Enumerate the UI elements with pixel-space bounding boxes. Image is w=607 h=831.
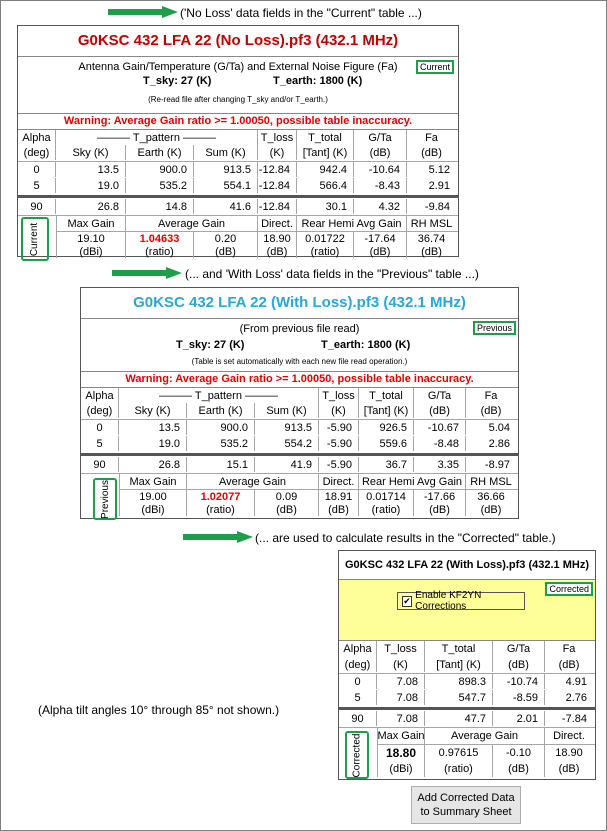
cell: -5.90 [319, 436, 359, 451]
avg-gain-ratio: 1.02077 [187, 490, 255, 503]
unit: (deg) [81, 403, 119, 418]
sum-head: Average Gain [425, 728, 545, 744]
button-label-line1: Add Corrected Data [417, 792, 515, 804]
cell: 90 [81, 457, 119, 472]
table-row-90 [339, 711, 595, 726]
col-t-loss: T_loss [377, 641, 425, 657]
table-row [18, 162, 458, 177]
corrected-title: G0KSC 432 LFA 22 (With Loss).pf3 (432.1 MHz) [339, 551, 595, 580]
cell: -8.97 [484, 458, 510, 471]
unit: Sky (K) [119, 403, 187, 418]
cell: 5.12 [428, 163, 450, 176]
cell: 926.5 [359, 420, 414, 435]
unit: (deg) [339, 657, 377, 672]
cell: -10.64 [354, 162, 407, 177]
cell: -10.74 [493, 674, 545, 689]
unit: (dB) [493, 761, 545, 777]
col-t-pattern: ——— T_pattern ——— [119, 388, 319, 403]
table-row [81, 420, 518, 435]
table-row [339, 674, 595, 689]
unit-alpha: (deg) [18, 145, 56, 160]
cell: 15.1 [187, 457, 255, 472]
cell: 14.8 [126, 199, 194, 214]
unit: (ratio) [187, 503, 255, 516]
current-badge: Current [416, 60, 454, 74]
col-t-loss: T_loss [319, 388, 359, 403]
col-t-total: T_total [359, 388, 414, 403]
cell: 913.5 [255, 420, 319, 435]
cell: 4.91 [565, 675, 587, 688]
rh-msl: 36.74 [417, 232, 446, 245]
cell: -7.84 [561, 712, 587, 725]
sum-head: Max Gain [119, 474, 187, 489]
table-row [81, 436, 518, 451]
arrow-right-icon [183, 531, 253, 543]
unit: (dB) [480, 503, 502, 516]
cell: 5.04 [488, 421, 510, 434]
unit: (dB) [354, 245, 407, 258]
rear-hemi-db: -17.64 [354, 232, 407, 245]
checkmark-icon[interactable]: ✔ [403, 595, 411, 606]
rear-hemi-ratio: 0.01714 [359, 490, 414, 503]
col-t-total: T_total [425, 641, 493, 657]
col-fa: Fa [484, 389, 498, 402]
col-g-ta: G/Ta [493, 641, 545, 657]
cell: 36.7 [359, 457, 414, 472]
current-note: (Re-read file after changing T_sky and/or T_earth.) [148, 95, 328, 104]
max-gain-value: 19.00 [119, 490, 187, 503]
cell: 0 [339, 674, 377, 689]
avg-gain-ratio: 1.04633 [126, 232, 194, 245]
cell: 559.6 [359, 436, 414, 451]
sum-head: Direct. [319, 474, 359, 489]
rh-msl: 36.66 [477, 490, 505, 503]
cell: 0 [81, 420, 119, 435]
previous-tsky: T_sky: 27 (K) [176, 339, 245, 351]
cell: 900.0 [126, 162, 194, 177]
unit: (ratio) [126, 245, 194, 258]
col-fa: Fa [425, 131, 438, 144]
cell: 900.0 [187, 420, 255, 435]
side-label: Corrected [351, 733, 363, 777]
unit-sky: Sky (K) [56, 145, 126, 160]
max-gain-value: 18.80 [377, 745, 425, 761]
sum-head: Max Gain [377, 730, 425, 742]
caption-previous: (... and 'With Loss' data fields in the "Previous" table ...) [185, 267, 479, 281]
unit: (dB) [421, 245, 442, 258]
col-alpha: Alpha [339, 641, 377, 657]
col-g-ta: G/Ta [354, 130, 407, 145]
directivity: 18.90 [555, 747, 583, 759]
sum-head: RH MSL [410, 217, 453, 230]
corrected-badge: Corrected [545, 582, 593, 596]
cell: 4.32 [354, 199, 407, 214]
corrected-table [338, 550, 596, 780]
rear-hemi-ratio: 0.01722 [297, 232, 354, 245]
kf2yn-checkbox[interactable] [397, 592, 525, 610]
previous-table [80, 287, 519, 519]
unit: Sum (K) [255, 403, 319, 418]
previous-badge: Previous [473, 321, 516, 335]
unit-earth: Earth (K) [126, 145, 194, 160]
unit: [Tant] (K) [359, 403, 414, 418]
unit: (dB) [319, 503, 359, 516]
sum-head: Max Gain [56, 216, 126, 231]
cell: 19.0 [119, 436, 187, 451]
unit-fa: (dB) [421, 146, 442, 159]
current-title: G0KSC 432 LFA 22 (No Loss).pf3 (432.1 MHz) [18, 26, 458, 57]
unit: (dB) [558, 763, 580, 775]
sum-head: Direct. [553, 730, 585, 742]
avg-gain-db: -0.10 [493, 745, 545, 761]
sum-head: Average Gain [187, 474, 319, 489]
cell: 535.2 [126, 178, 194, 193]
cell: 566.4 [297, 178, 354, 193]
unit: (dB) [258, 245, 297, 258]
unit-g-ta: (dB) [354, 145, 407, 160]
directivity: 18.90 [258, 232, 297, 245]
previous-note: (Table is set automatically with each new file read operation.) [191, 357, 408, 366]
unit: (K) [319, 403, 359, 418]
current-subtitle: Antenna Gain/Temperature (G/Ta) and External Noise Figure (Fa) [78, 61, 398, 73]
cell: 547.7 [425, 690, 493, 705]
table-row [339, 690, 595, 705]
checkbox-label: Enable KF2YN Corrections [415, 590, 482, 612]
cell: 554.2 [255, 436, 319, 451]
unit: (dB) [255, 503, 319, 516]
cell: -5.90 [319, 420, 359, 435]
cell: 41.6 [194, 199, 258, 214]
arrow-right-icon [112, 267, 182, 279]
arrow-right-icon [108, 6, 178, 18]
cell: 41.9 [255, 457, 319, 472]
cell: -10.67 [414, 420, 466, 435]
cell: 2.76 [565, 691, 587, 704]
cell: 5 [18, 178, 56, 193]
sum-head: RH MSL [470, 475, 512, 488]
cell: 90 [18, 199, 56, 214]
col-fa: Fa [562, 643, 576, 655]
cell: 535.2 [187, 436, 255, 451]
cell: 913.5 [194, 162, 258, 177]
cell: -12.84 [258, 199, 297, 214]
unit: (dB) [480, 404, 502, 417]
cell: 2.86 [488, 437, 510, 450]
cell: 7.08 [377, 674, 425, 689]
cell: 47.7 [425, 711, 493, 726]
avg-gain-db: 0.09 [255, 490, 319, 503]
directivity: 18.91 [319, 490, 359, 503]
cell: 2.01 [493, 711, 545, 726]
cell: 942.4 [297, 162, 354, 177]
cell: 554.1 [194, 178, 258, 193]
cell: 0 [18, 162, 56, 177]
button-label-line2: to Summary Sheet [420, 806, 512, 818]
cell: 30.1 [297, 199, 354, 214]
unit: (dB) [558, 658, 580, 671]
note-alpha-angles: (Alpha tilt angles 10° through 85° not shown.) [38, 703, 280, 717]
sum-head: Rear Hemi Avg Gain [359, 474, 466, 489]
unit: (K) [377, 657, 425, 672]
unit: (ratio) [359, 503, 414, 516]
current-table [17, 25, 459, 257]
cell: 90 [339, 711, 377, 726]
cell: 2.91 [428, 179, 450, 192]
cell: 26.8 [56, 199, 126, 214]
cell: 5 [339, 690, 377, 705]
cell: 26.8 [119, 457, 187, 472]
unit-sum: Sum (K) [194, 145, 258, 160]
cell: -12.84 [258, 162, 297, 177]
current-tsky: T_sky: 27 (K) [143, 75, 212, 87]
unit: (dB) [414, 403, 466, 418]
col-t-loss: T_loss [258, 130, 297, 145]
previous-tearth: T_earth: 1800 (K) [321, 339, 411, 351]
unit-t-loss: (K) [258, 145, 297, 160]
table-row [18, 178, 458, 193]
avg-gain-ratio: 0.97615 [425, 745, 493, 761]
cell: 3.35 [414, 457, 466, 472]
unit: (dBi) [377, 761, 425, 777]
unit-t-total: [Tant] (K) [297, 145, 354, 160]
unit: (dB) [493, 657, 545, 672]
col-t-pattern: ——— T_pattern ——— [56, 130, 258, 145]
max-gain-value: 19.10 [56, 232, 126, 245]
cell: -8.48 [414, 436, 466, 451]
unit: [Tant] (K) [425, 657, 493, 672]
cell: 7.08 [377, 690, 425, 705]
col-alpha: Alpha [18, 130, 56, 145]
cell: 5 [81, 436, 119, 451]
cell: -12.84 [258, 178, 297, 193]
unit: (dBi) [119, 503, 187, 516]
cell: -5.90 [319, 457, 359, 472]
sum-head: Rear Hemi Avg Gain [297, 216, 407, 231]
col-g-ta: G/Ta [414, 388, 466, 403]
table-row-90 [81, 457, 518, 472]
previous-warning: Warning: Average Gain ratio >= 1.00050, possible table inaccuracy. [81, 372, 518, 388]
caption-current: ('No Loss' data fields in the "Current" table ...) [180, 6, 422, 20]
rear-hemi-db: -17.66 [414, 490, 466, 503]
unit: (dBi) [56, 245, 126, 258]
cell: 13.5 [119, 420, 187, 435]
previous-title: G0KSC 432 LFA 22 (With Loss).pf3 (432.1 MHz) [81, 288, 518, 319]
avg-gain-db: 0.20 [194, 232, 258, 245]
unit: (ratio) [425, 761, 493, 777]
cell: 7.08 [377, 711, 425, 726]
cell: 13.5 [56, 162, 126, 177]
table-row-90 [18, 199, 458, 214]
col-t-total: T_total [297, 130, 354, 145]
unit: (dB) [414, 503, 466, 516]
cell: -8.59 [493, 690, 545, 705]
previous-subtitle: (From previous file read) [239, 323, 360, 335]
unit: (ratio) [297, 245, 354, 258]
add-corrected-data-button[interactable] [411, 786, 521, 824]
current-warning: Warning: Average Gain ratio >= 1.00050, possible table inaccuracy. [18, 114, 458, 130]
current-tearth: T_earth: 1800 (K) [273, 75, 363, 87]
unit: (dB) [194, 245, 258, 258]
col-alpha: Alpha [81, 388, 119, 403]
sum-head: Direct. [258, 216, 297, 231]
cell: 898.3 [425, 674, 493, 689]
cell: -8.43 [354, 178, 407, 193]
side-label: Previous [99, 479, 111, 519]
cell: -9.84 [424, 200, 450, 213]
side-label: Current [29, 222, 41, 256]
caption-corrected: (... are used to calculate results in the "Corrected" table.) [255, 531, 556, 545]
unit: Earth (K) [187, 403, 255, 418]
sum-head: Average Gain [126, 216, 258, 231]
cell: 19.0 [56, 178, 126, 193]
